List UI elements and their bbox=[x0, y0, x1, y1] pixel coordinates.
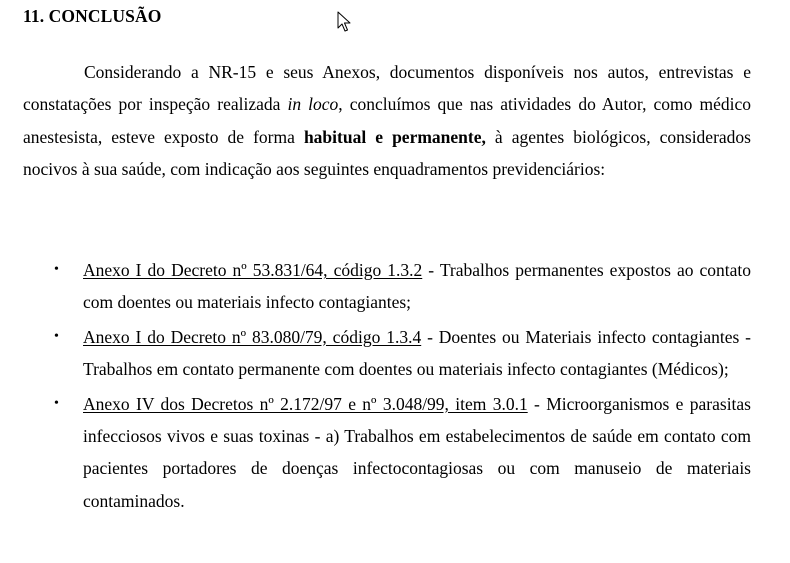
section-heading: 11. CONCLUSÃO bbox=[23, 6, 162, 26]
list-item-reference: Anexo I do Decreto nº 83.080/79, código 1.3.4 bbox=[83, 326, 422, 347]
paragraph-italic: in loco bbox=[287, 94, 339, 115]
list-item-reference: Anexo IV dos Decretos nº 2.172/97 e nº 3.048/99, item 3.0.1 bbox=[83, 393, 528, 414]
paragraph-text-2: , concluímos que nas atividades do Autor, como médico anestesista, esteve exposto de forma bbox=[23, 94, 751, 147]
bullet-icon: • bbox=[54, 262, 59, 277]
paragraph-bold: habitual e permanente, bbox=[303, 126, 486, 147]
mouse-pointer-icon bbox=[337, 11, 351, 33]
list-item-text: - Doentes ou Materiais infecto contagiantes - Trabalhos em contato permanente com doentes ou materiais infecto contagiantes (Médicos); bbox=[83, 326, 752, 380]
bullet-icon: • bbox=[54, 395, 59, 411]
conclusion-paragraph bbox=[23, 56, 751, 186]
list-item-text: - Microorganismos e parasitas infecciosos vivos e suas toxinas - a) Trabalhos em estabelecimentos de saúde em contato com pacientes portadores de doenças infectocontagiosas ou com manuseio de materiais contaminados. bbox=[83, 393, 751, 511]
paragraph-text-1: Considerando a NR-15 e seus Anexos, documentos disponíveis nos autos, entrevistas e constatações por inspeção realizada bbox=[23, 62, 751, 115]
list-item-text: - Trabalhos permanentes expostos ao contato com doentes ou materiais infecto contagiantes; bbox=[83, 260, 752, 313]
list-item-reference: Anexo I do Decreto nº 53.831/64, código 1.3.2 bbox=[83, 260, 423, 280]
bullet-icon: • bbox=[54, 328, 59, 344]
list-item bbox=[54, 254, 752, 319]
classification-list bbox=[0, 254, 790, 519]
list-item bbox=[54, 321, 752, 386]
paragraph-text-3: à agentes biológicos, considerados nocivos à sua saúde, com indicação aos seguintes enquadramentos previdenciários: bbox=[23, 126, 751, 180]
list-item bbox=[54, 388, 751, 518]
